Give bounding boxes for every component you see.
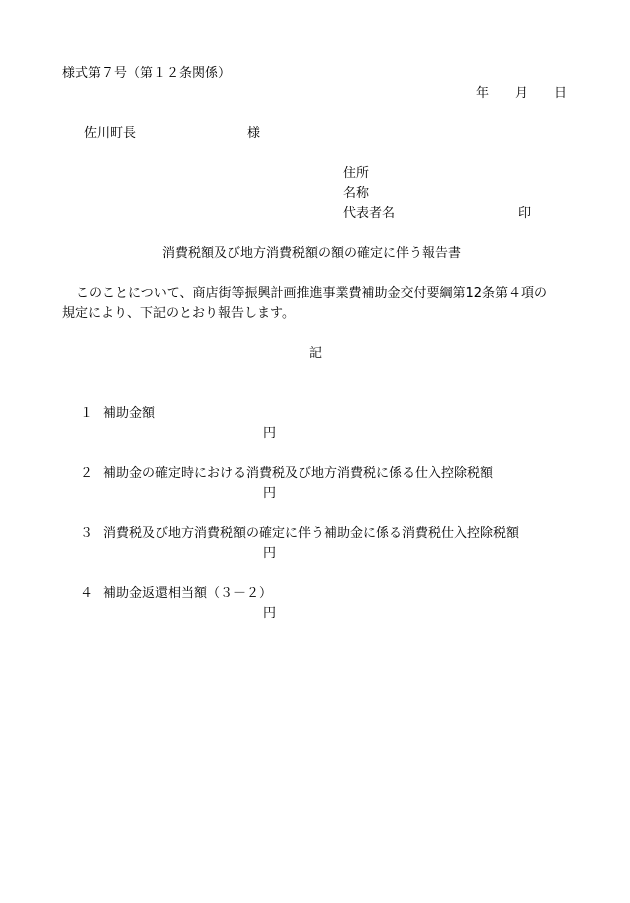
- ki-heading: 記: [309, 346, 323, 361]
- body-line-2: 規定により、下記のとおり報告します。: [62, 306, 295, 321]
- seal-mark: 印: [518, 206, 532, 221]
- addressee-honorific: 様: [247, 126, 261, 141]
- item-unit: 円: [263, 606, 277, 621]
- item-unit: 円: [263, 426, 277, 441]
- form-number: 様式第７号（第１２条関係）: [62, 66, 232, 81]
- item-label: 補助金返還相当額（３－２）: [103, 586, 273, 601]
- date-month: 月: [515, 86, 529, 101]
- date-day: 日: [554, 86, 568, 101]
- item-unit: 円: [263, 546, 277, 561]
- date-year: 年: [476, 86, 490, 101]
- item-number: ２: [80, 466, 94, 481]
- body-line-1: このことについて、商店街等振興計画推進事業費補助金交付要綱第12条第４項の: [76, 286, 548, 301]
- item-number: ４: [80, 586, 94, 601]
- item-number: １: [80, 406, 94, 421]
- item-label: 消費税及び地方消費税額の確定に伴う補助金に係る消費税仕入控除税額: [103, 526, 520, 541]
- item-label: 補助金額: [103, 406, 156, 421]
- document-title: 消費税額及び地方消費税額の額の確定に伴う報告書: [162, 246, 462, 261]
- item-number: ３: [80, 526, 94, 541]
- representative-label: 代表者名: [343, 206, 396, 221]
- addressee-name: 佐川町長: [84, 126, 137, 141]
- name-label: 名称: [343, 186, 370, 201]
- item-label: 補助金の確定時における消費税及び地方消費税に係る仕入控除税額: [103, 466, 494, 481]
- item-unit: 円: [263, 486, 277, 501]
- address-label: 住所: [343, 166, 370, 181]
